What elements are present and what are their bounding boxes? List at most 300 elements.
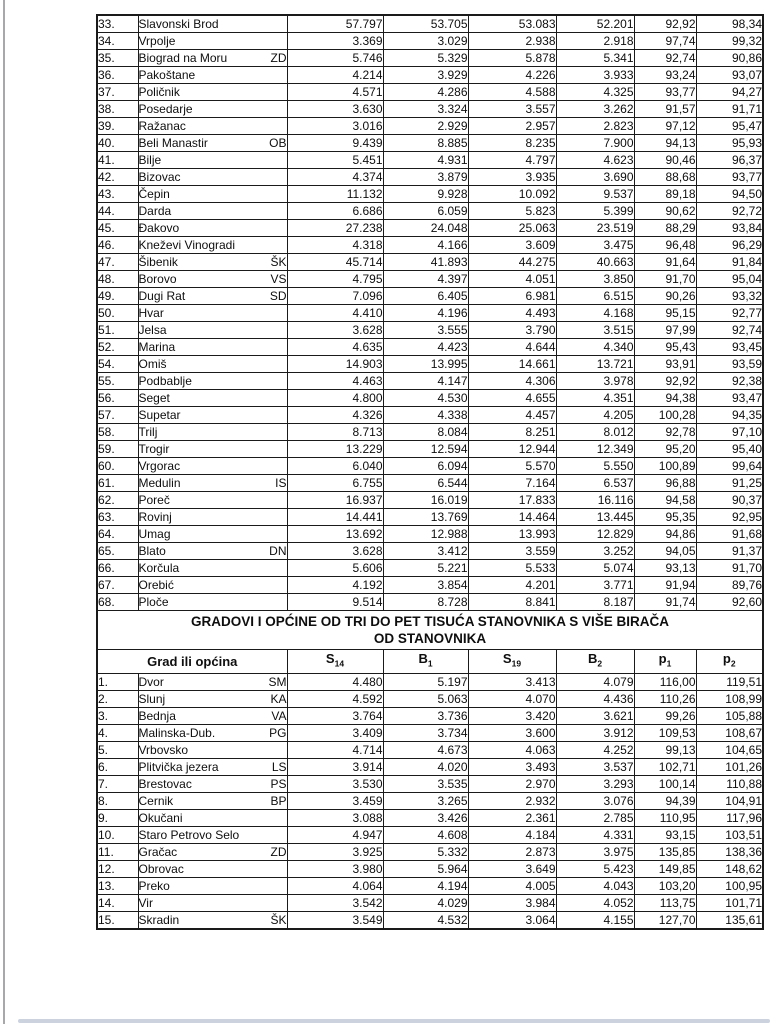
municipality-name: Plitvička jezera bbox=[138, 759, 219, 774]
p2-value-cell: 91,71 bbox=[696, 101, 763, 118]
s14-value-cell: 4.592 bbox=[287, 690, 383, 707]
s14-value-cell: 57.797 bbox=[287, 15, 383, 33]
row-number-cell: 7. bbox=[97, 775, 138, 792]
s19-value-cell: 14.661 bbox=[468, 356, 556, 373]
municipality-name-cell bbox=[138, 101, 287, 118]
s19-value-cell: 3.493 bbox=[468, 758, 556, 775]
s19-value-cell: 5.878 bbox=[468, 50, 556, 67]
p2-value-cell: 95,93 bbox=[696, 135, 763, 152]
p2-value-cell: 97,10 bbox=[696, 424, 763, 441]
row-number-cell: 49. bbox=[97, 288, 138, 305]
b1-value-cell: 4.338 bbox=[383, 407, 468, 424]
s14-value-cell: 4.374 bbox=[287, 169, 383, 186]
municipality-name-cell bbox=[138, 339, 287, 356]
b2-value-cell: 3.978 bbox=[556, 373, 634, 390]
row-number-cell: 55. bbox=[97, 373, 138, 390]
b2-value-cell: 2.823 bbox=[556, 118, 634, 135]
s19-value-cell: 2.938 bbox=[468, 33, 556, 50]
b1-value-cell: 3.734 bbox=[383, 724, 468, 741]
b1-value-cell: 3.426 bbox=[383, 809, 468, 826]
b1-value-cell: 3.029 bbox=[383, 33, 468, 50]
row-number-cell: 5. bbox=[97, 741, 138, 758]
s14-value-cell: 4.192 bbox=[287, 577, 383, 594]
municipality-name-cell bbox=[138, 690, 287, 707]
b2-value-cell: 4.436 bbox=[556, 690, 634, 707]
municipality-name: Vrpolje bbox=[138, 34, 176, 48]
municipality-name-cell bbox=[138, 203, 287, 220]
table-row bbox=[97, 526, 763, 543]
municipality-name: Trogir bbox=[138, 442, 170, 456]
s14-value-cell: 3.459 bbox=[287, 792, 383, 809]
table-row bbox=[97, 186, 763, 203]
section-title-cell bbox=[97, 611, 763, 650]
row-number-cell: 62. bbox=[97, 492, 138, 509]
col-header-s14: $S_{14}$ bbox=[287, 650, 383, 674]
municipality-name-cell bbox=[138, 724, 287, 741]
p2-value-cell: 90,37 bbox=[696, 492, 763, 509]
b2-value-cell: 4.325 bbox=[556, 84, 634, 101]
s14-value-cell: 3.628 bbox=[287, 543, 383, 560]
p1-value-cell: 135,85 bbox=[634, 843, 696, 860]
p1-value-cell: 97,12 bbox=[634, 118, 696, 135]
p1-value-cell: 109,53 bbox=[634, 724, 696, 741]
municipality-name: Cernik bbox=[138, 793, 174, 808]
s14-value-cell: 4.326 bbox=[287, 407, 383, 424]
table-row bbox=[97, 152, 763, 169]
p2-value-cell: 95,40 bbox=[696, 441, 763, 458]
table-row bbox=[97, 135, 763, 152]
upper-table-body bbox=[97, 15, 763, 611]
municipality-name: Dugi Rat bbox=[138, 289, 186, 303]
b1-value-cell: 3.535 bbox=[383, 775, 468, 792]
municipality-name: Posedarje bbox=[138, 102, 193, 116]
municipality-name-cell bbox=[138, 894, 287, 911]
county-code: ŠK bbox=[270, 255, 287, 269]
county-code: DN bbox=[269, 544, 287, 558]
section-divider bbox=[97, 611, 763, 674]
row-number-cell: 57. bbox=[97, 407, 138, 424]
p1-value-cell: 102,71 bbox=[634, 758, 696, 775]
municipality-name-cell bbox=[138, 792, 287, 809]
b2-value-cell: 3.850 bbox=[556, 271, 634, 288]
p2-value-cell: 92,60 bbox=[696, 594, 763, 611]
b1-value-cell: 41.893 bbox=[383, 254, 468, 271]
s14-value-cell: 3.409 bbox=[287, 724, 383, 741]
table-row bbox=[97, 169, 763, 186]
p1-value-cell: 149,85 bbox=[634, 860, 696, 877]
b2-value-cell: 6.537 bbox=[556, 475, 634, 492]
municipality-name: Malinska-Dub. bbox=[138, 725, 216, 740]
s19-value-cell: 7.164 bbox=[468, 475, 556, 492]
s19-value-cell: 10.092 bbox=[468, 186, 556, 203]
p2-value-cell: 148,62 bbox=[696, 860, 763, 877]
s19-value-cell: 4.070 bbox=[468, 690, 556, 707]
row-number-cell: 66. bbox=[97, 560, 138, 577]
municipality-name: Omiš bbox=[138, 357, 167, 371]
county-code: PS bbox=[270, 776, 287, 791]
county-code: SD bbox=[269, 289, 287, 303]
s14-value-cell: 4.480 bbox=[287, 673, 383, 690]
s14-value-cell: 7.096 bbox=[287, 288, 383, 305]
b2-value-cell: 4.252 bbox=[556, 741, 634, 758]
b1-value-cell: 24.048 bbox=[383, 220, 468, 237]
s14-value-cell: 6.040 bbox=[287, 458, 383, 475]
b1-value-cell: 5.964 bbox=[383, 860, 468, 877]
municipality-name-cell bbox=[138, 288, 287, 305]
b2-value-cell: 23.519 bbox=[556, 220, 634, 237]
row-number-cell: 56. bbox=[97, 390, 138, 407]
b1-value-cell: 4.020 bbox=[383, 758, 468, 775]
municipality-name-cell bbox=[138, 441, 287, 458]
municipality-name-cell bbox=[138, 526, 287, 543]
b2-value-cell: 4.331 bbox=[556, 826, 634, 843]
b2-value-cell: 3.912 bbox=[556, 724, 634, 741]
municipality-name: Bilje bbox=[138, 153, 162, 167]
municipality-name-cell bbox=[138, 707, 287, 724]
table-row bbox=[97, 101, 763, 118]
municipality-name: Borovo bbox=[138, 272, 177, 286]
b1-value-cell: 3.879 bbox=[383, 169, 468, 186]
table-row bbox=[97, 911, 763, 929]
municipality-name: Vrgorac bbox=[138, 459, 181, 473]
s14-value-cell: 11.132 bbox=[287, 186, 383, 203]
municipality-name: Obrovac bbox=[138, 861, 184, 876]
col-header-b2: $B_2$ bbox=[556, 650, 634, 674]
s14-value-cell: 4.410 bbox=[287, 305, 383, 322]
s14-value-cell: 3.016 bbox=[287, 118, 383, 135]
p2-value-cell: 117,96 bbox=[696, 809, 763, 826]
s19-value-cell: 3.609 bbox=[468, 237, 556, 254]
row-number-cell: 3. bbox=[97, 707, 138, 724]
county-code: ZD bbox=[270, 51, 287, 65]
municipality-name-cell bbox=[138, 390, 287, 407]
municipality-name: Marina bbox=[138, 340, 176, 354]
municipality-name-cell bbox=[138, 237, 287, 254]
p2-value-cell: 104,91 bbox=[696, 792, 763, 809]
municipality-name-cell bbox=[138, 594, 287, 611]
p1-value-cell: 96,88 bbox=[634, 475, 696, 492]
p1-value-cell: 99,13 bbox=[634, 741, 696, 758]
b2-value-cell: 4.155 bbox=[556, 911, 634, 929]
page-edge-line bbox=[3, 0, 5, 1024]
municipality-name-cell bbox=[138, 673, 287, 690]
municipality-name: Vrbovsko bbox=[138, 742, 189, 757]
statistics-table bbox=[96, 14, 764, 930]
s14-value-cell: 3.088 bbox=[287, 809, 383, 826]
b2-value-cell: 40.663 bbox=[556, 254, 634, 271]
municipality-name-cell bbox=[138, 826, 287, 843]
municipality-name-cell bbox=[138, 118, 287, 135]
municipality-name-cell bbox=[138, 577, 287, 594]
municipality-name: Pakoštane bbox=[138, 68, 196, 82]
p1-value-cell: 94,86 bbox=[634, 526, 696, 543]
b2-value-cell: 4.043 bbox=[556, 877, 634, 894]
b1-value-cell: 5.221 bbox=[383, 560, 468, 577]
municipality-name-cell bbox=[138, 492, 287, 509]
municipality-name: Đakovo bbox=[138, 221, 180, 235]
p2-value-cell: 93,07 bbox=[696, 67, 763, 84]
p1-value-cell: 110,95 bbox=[634, 809, 696, 826]
s14-value-cell: 5.746 bbox=[287, 50, 383, 67]
s14-value-cell: 14.441 bbox=[287, 509, 383, 526]
s19-value-cell: 3.420 bbox=[468, 707, 556, 724]
p2-value-cell: 93,77 bbox=[696, 169, 763, 186]
table-row bbox=[97, 458, 763, 475]
municipality-name-cell bbox=[138, 169, 287, 186]
b1-value-cell: 12.988 bbox=[383, 526, 468, 543]
p1-value-cell: 94,39 bbox=[634, 792, 696, 809]
p1-value-cell: 91,70 bbox=[634, 271, 696, 288]
s14-value-cell: 3.764 bbox=[287, 707, 383, 724]
table-row bbox=[97, 67, 763, 84]
table-row bbox=[97, 50, 763, 67]
b1-value-cell: 6.405 bbox=[383, 288, 468, 305]
s19-value-cell: 5.570 bbox=[468, 458, 556, 475]
p2-value-cell: 90,86 bbox=[696, 50, 763, 67]
table-row bbox=[97, 271, 763, 288]
table-row bbox=[97, 305, 763, 322]
p2-value-cell: 99,32 bbox=[696, 33, 763, 50]
municipality-name-cell bbox=[138, 741, 287, 758]
row-number-cell: 54. bbox=[97, 356, 138, 373]
s14-value-cell: 4.714 bbox=[287, 741, 383, 758]
b2-value-cell: 7.900 bbox=[556, 135, 634, 152]
col-header-p2: $p_2$ bbox=[696, 650, 763, 674]
p1-value-cell: 93,15 bbox=[634, 826, 696, 843]
p1-value-cell: 97,99 bbox=[634, 322, 696, 339]
county-code: VA bbox=[271, 708, 287, 723]
p1-value-cell: 100,14 bbox=[634, 775, 696, 792]
p1-value-cell: 94,05 bbox=[634, 543, 696, 560]
p1-value-cell: 89,18 bbox=[634, 186, 696, 203]
p2-value-cell: 94,27 bbox=[696, 84, 763, 101]
county-code: OB bbox=[269, 136, 287, 150]
s19-value-cell: 4.306 bbox=[468, 373, 556, 390]
municipality-name-cell bbox=[138, 843, 287, 860]
s19-value-cell: 8.841 bbox=[468, 594, 556, 611]
municipality-name-cell bbox=[138, 152, 287, 169]
p1-value-cell: 127,70 bbox=[634, 911, 696, 929]
p1-value-cell: 99,26 bbox=[634, 707, 696, 724]
row-number-cell: 44. bbox=[97, 203, 138, 220]
row-number-cell: 43. bbox=[97, 186, 138, 203]
row-number-cell: 50. bbox=[97, 305, 138, 322]
municipality-name: Beli Manastir bbox=[138, 136, 208, 150]
s19-value-cell: 3.649 bbox=[468, 860, 556, 877]
municipality-name: Podbablje bbox=[138, 374, 192, 388]
p2-value-cell: 98,34 bbox=[696, 15, 763, 33]
municipality-name-cell bbox=[138, 373, 287, 390]
table-row bbox=[97, 475, 763, 492]
p1-value-cell: 91,64 bbox=[634, 254, 696, 271]
table-row bbox=[97, 390, 763, 407]
table-row bbox=[97, 577, 763, 594]
horizontal-scrollbar[interactable] bbox=[18, 1019, 770, 1023]
col-header-s19: $S_{19}$ bbox=[468, 650, 556, 674]
row-number-cell: 59. bbox=[97, 441, 138, 458]
municipality-name: Trilj bbox=[138, 425, 158, 439]
b2-value-cell: 4.205 bbox=[556, 407, 634, 424]
table-row bbox=[97, 826, 763, 843]
row-number-cell: 68. bbox=[97, 594, 138, 611]
table-row bbox=[97, 118, 763, 135]
b1-value-cell: 4.166 bbox=[383, 237, 468, 254]
s14-value-cell: 27.238 bbox=[287, 220, 383, 237]
p2-value-cell: 103,51 bbox=[696, 826, 763, 843]
municipality-name-cell bbox=[138, 135, 287, 152]
s19-value-cell: 2.957 bbox=[468, 118, 556, 135]
b2-value-cell: 4.340 bbox=[556, 339, 634, 356]
p2-value-cell: 135,61 bbox=[696, 911, 763, 929]
row-number-cell: 58. bbox=[97, 424, 138, 441]
municipality-name: Dvor bbox=[138, 674, 164, 689]
row-number-cell: 41. bbox=[97, 152, 138, 169]
p2-value-cell: 93,47 bbox=[696, 390, 763, 407]
b2-value-cell: 3.262 bbox=[556, 101, 634, 118]
s19-value-cell: 5.533 bbox=[468, 560, 556, 577]
p1-value-cell: 93,24 bbox=[634, 67, 696, 84]
municipality-name: Orebić bbox=[138, 578, 174, 592]
s19-value-cell: 8.251 bbox=[468, 424, 556, 441]
p2-value-cell: 93,84 bbox=[696, 220, 763, 237]
table-row bbox=[97, 407, 763, 424]
s19-value-cell: 4.457 bbox=[468, 407, 556, 424]
s14-value-cell: 3.542 bbox=[287, 894, 383, 911]
p2-value-cell: 94,50 bbox=[696, 186, 763, 203]
b1-value-cell: 5.329 bbox=[383, 50, 468, 67]
p2-value-cell: 138,36 bbox=[696, 843, 763, 860]
s14-value-cell: 4.635 bbox=[287, 339, 383, 356]
b1-value-cell: 13.769 bbox=[383, 509, 468, 526]
section-title-line1: GRADOVI I OPĆINE OD TRI DO PET TISUĆA STANOVNIKA S VIŠE BIRAČA bbox=[190, 614, 670, 629]
table-row bbox=[97, 741, 763, 758]
p1-value-cell: 91,57 bbox=[634, 101, 696, 118]
p2-value-cell: 93,32 bbox=[696, 288, 763, 305]
p1-value-cell: 88,68 bbox=[634, 169, 696, 186]
table-row bbox=[97, 33, 763, 50]
p2-value-cell: 110,88 bbox=[696, 775, 763, 792]
p2-value-cell: 95,47 bbox=[696, 118, 763, 135]
p2-value-cell: 93,45 bbox=[696, 339, 763, 356]
p2-value-cell: 91,70 bbox=[696, 560, 763, 577]
s14-value-cell: 4.947 bbox=[287, 826, 383, 843]
p1-value-cell: 92,74 bbox=[634, 50, 696, 67]
b1-value-cell: 12.594 bbox=[383, 441, 468, 458]
row-number-cell: 42. bbox=[97, 169, 138, 186]
p1-value-cell: 100,28 bbox=[634, 407, 696, 424]
b1-value-cell: 16.019 bbox=[383, 492, 468, 509]
county-code: IS bbox=[275, 476, 287, 490]
p1-value-cell: 94,13 bbox=[634, 135, 696, 152]
row-number-cell: 33. bbox=[97, 15, 138, 33]
b2-value-cell: 52.201 bbox=[556, 15, 634, 33]
p2-value-cell: 92,74 bbox=[696, 322, 763, 339]
s19-value-cell: 6.981 bbox=[468, 288, 556, 305]
s19-value-cell: 2.361 bbox=[468, 809, 556, 826]
county-code: PG bbox=[269, 725, 287, 740]
s19-value-cell: 4.644 bbox=[468, 339, 556, 356]
table-row bbox=[97, 894, 763, 911]
row-number-cell: 38. bbox=[97, 101, 138, 118]
municipality-name-cell bbox=[138, 15, 287, 33]
table-row bbox=[97, 860, 763, 877]
s14-value-cell: 4.571 bbox=[287, 84, 383, 101]
table-row bbox=[97, 424, 763, 441]
s19-value-cell: 4.005 bbox=[468, 877, 556, 894]
table-row bbox=[97, 509, 763, 526]
b1-value-cell: 4.147 bbox=[383, 373, 468, 390]
table-row bbox=[97, 254, 763, 271]
p1-value-cell: 92,92 bbox=[634, 15, 696, 33]
b1-value-cell: 3.736 bbox=[383, 707, 468, 724]
p1-value-cell: 93,77 bbox=[634, 84, 696, 101]
b2-value-cell: 5.423 bbox=[556, 860, 634, 877]
table-row bbox=[97, 724, 763, 741]
p1-value-cell: 91,94 bbox=[634, 577, 696, 594]
s14-value-cell: 8.713 bbox=[287, 424, 383, 441]
s19-value-cell: 4.184 bbox=[468, 826, 556, 843]
s14-value-cell: 13.229 bbox=[287, 441, 383, 458]
row-number-cell: 12. bbox=[97, 860, 138, 877]
row-number-cell: 65. bbox=[97, 543, 138, 560]
b2-value-cell: 12.829 bbox=[556, 526, 634, 543]
s14-value-cell: 5.451 bbox=[287, 152, 383, 169]
municipality-name: Korčula bbox=[138, 561, 180, 575]
s19-value-cell: 3.790 bbox=[468, 322, 556, 339]
municipality-name-cell bbox=[138, 305, 287, 322]
b1-value-cell: 3.555 bbox=[383, 322, 468, 339]
municipality-name: Čepin bbox=[138, 187, 170, 201]
municipality-name-cell bbox=[138, 254, 287, 271]
s19-value-cell: 2.932 bbox=[468, 792, 556, 809]
municipality-name: Bizovac bbox=[138, 170, 181, 184]
municipality-name: Medulin bbox=[138, 476, 181, 490]
b2-value-cell: 5.550 bbox=[556, 458, 634, 475]
b1-value-cell: 4.931 bbox=[383, 152, 468, 169]
s14-value-cell: 4.064 bbox=[287, 877, 383, 894]
b2-value-cell: 5.341 bbox=[556, 50, 634, 67]
b1-value-cell: 3.854 bbox=[383, 577, 468, 594]
s19-value-cell: 3.064 bbox=[468, 911, 556, 929]
p2-value-cell: 95,04 bbox=[696, 271, 763, 288]
p1-value-cell: 93,13 bbox=[634, 560, 696, 577]
b1-value-cell: 6.059 bbox=[383, 203, 468, 220]
p1-value-cell: 100,89 bbox=[634, 458, 696, 475]
municipality-name: Brestovac bbox=[138, 776, 192, 791]
p2-value-cell: 108,99 bbox=[696, 690, 763, 707]
b1-value-cell: 5.197 bbox=[383, 673, 468, 690]
row-number-cell: 46. bbox=[97, 237, 138, 254]
county-code: ZD bbox=[270, 844, 287, 859]
p2-value-cell: 93,59 bbox=[696, 356, 763, 373]
s14-value-cell: 3.369 bbox=[287, 33, 383, 50]
row-number-cell: 6. bbox=[97, 758, 138, 775]
p1-value-cell: 94,38 bbox=[634, 390, 696, 407]
s14-value-cell: 4.800 bbox=[287, 390, 383, 407]
table-row bbox=[97, 339, 763, 356]
p2-value-cell: 92,77 bbox=[696, 305, 763, 322]
s19-value-cell: 4.655 bbox=[468, 390, 556, 407]
col-header-b1: $B_1$ bbox=[383, 650, 468, 674]
s14-value-cell: 4.318 bbox=[287, 237, 383, 254]
s14-value-cell: 6.755 bbox=[287, 475, 383, 492]
table-row bbox=[97, 673, 763, 690]
b1-value-cell: 3.929 bbox=[383, 67, 468, 84]
municipality-name-cell bbox=[138, 458, 287, 475]
table-row bbox=[97, 492, 763, 509]
municipality-name: Okučani bbox=[138, 810, 183, 825]
row-number-cell: 14. bbox=[97, 894, 138, 911]
